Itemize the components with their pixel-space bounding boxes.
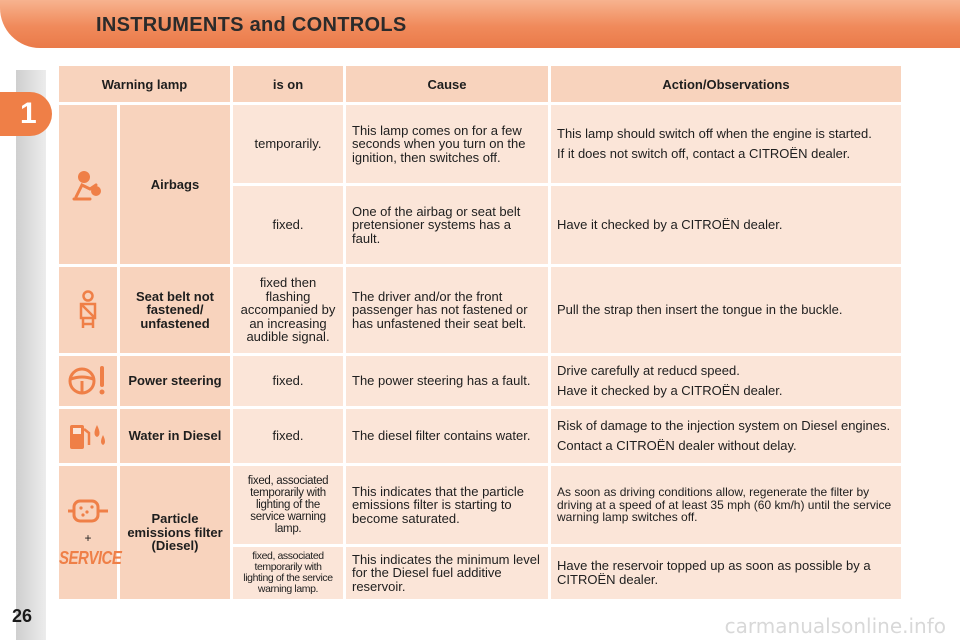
action-text: Contact a CITROËN dealer without delay. bbox=[557, 438, 797, 453]
particle-filter-icon bbox=[59, 498, 117, 524]
lamp-name: Particle emissions filter (Diesel) bbox=[120, 466, 230, 599]
action-text: Drive carefully at reducd speed. bbox=[557, 363, 740, 379]
table-row bbox=[59, 267, 901, 353]
side-bar bbox=[16, 70, 46, 640]
page-number: 26 bbox=[12, 606, 33, 626]
is-on-cell: fixed, associated temporarily with lighting of the service warning lamp. bbox=[233, 466, 343, 544]
lamp-name: Seat belt not fastened/ unfastened bbox=[120, 267, 230, 353]
airbag-icon bbox=[59, 167, 117, 203]
warning-lamps-table bbox=[56, 63, 904, 602]
action-cell bbox=[551, 409, 901, 463]
action-cell bbox=[551, 547, 901, 599]
is-on-cell: fixed. bbox=[233, 409, 343, 463]
cause-cell: The power steering has a fault. bbox=[346, 356, 548, 406]
action-cell bbox=[551, 186, 901, 264]
is-on-cell: fixed then flashing accompanied by an increasing audible signal. bbox=[233, 267, 343, 353]
power-steering-icon-cell bbox=[59, 356, 117, 406]
particle-filter-icon-cell bbox=[59, 466, 122, 599]
water-in-diesel-icon bbox=[59, 419, 117, 453]
chapter-number: 1 bbox=[20, 97, 37, 130]
cause-cell: One of the airbag or seat belt pretensioner systems has a fault. bbox=[346, 186, 548, 264]
water-in-diesel-icon-cell bbox=[59, 409, 117, 463]
action-cell bbox=[551, 105, 901, 183]
action-text: Pull the strap then insert the tongue in the buckle. bbox=[557, 302, 843, 318]
page-title: INSTRUMENTS and CONTROLS bbox=[96, 14, 407, 36]
lamp-name: Water in Diesel bbox=[120, 409, 230, 463]
header-is-on: is on bbox=[233, 66, 343, 102]
table-header-row bbox=[59, 66, 901, 102]
action-text: As soon as driving conditions allow, regenerate the filter by driving at a speed of at least 35 mph (60 km/h) until the service warning lamp switches off. bbox=[557, 485, 892, 525]
action-text: Have the reservoir topped up as soon as possible by a CITROËN dealer. bbox=[557, 558, 871, 587]
plus-sign: + bbox=[84, 531, 92, 546]
cause-cell: This indicates that the particle emissions filter is starting to become saturated. bbox=[346, 466, 548, 544]
action-text: Have it checked by a CITROËN dealer. bbox=[557, 217, 783, 233]
cause-cell: This lamp comes on for a few seconds when you turn on the ignition, then switches off. bbox=[346, 105, 548, 183]
cause-cell: The driver and/or the front passenger has not fastened or has unfastened their seat belt. bbox=[346, 267, 548, 353]
header-warning-lamp: Warning lamp bbox=[59, 66, 230, 102]
power-steering-icon bbox=[59, 365, 117, 397]
airbag-icon-cell bbox=[59, 105, 117, 264]
service-warning-label: SERVICE bbox=[59, 548, 122, 569]
action-text: Risk of damage to the injection system on Diesel engines. bbox=[557, 418, 891, 434]
table-row bbox=[59, 105, 901, 183]
action-text: This lamp should switch off when the engine is started. bbox=[557, 126, 872, 142]
is-on-cell: fixed. bbox=[233, 186, 343, 264]
lamp-name: Airbags bbox=[120, 105, 230, 264]
page-header bbox=[0, 0, 960, 48]
action-cell bbox=[551, 356, 901, 406]
is-on-cell: fixed. bbox=[233, 356, 343, 406]
table-row bbox=[59, 466, 901, 544]
action-text: If it does not switch off, contact a CITROËN dealer. bbox=[557, 146, 851, 161]
action-cell bbox=[551, 466, 901, 544]
seat-belt-icon bbox=[59, 290, 117, 330]
table-row bbox=[59, 409, 901, 463]
lamp-name: Power steering bbox=[120, 356, 230, 406]
cause-cell: This indicates the minimum level for the Diesel fuel additive reservoir. bbox=[346, 547, 548, 599]
table-row bbox=[59, 356, 901, 406]
header-cause: Cause bbox=[346, 66, 548, 102]
header-action: Action/Observations bbox=[551, 66, 901, 102]
watermark: carmanualsonline.info bbox=[724, 614, 946, 638]
is-on-cell: fixed, associated temporarily with lighting of the service warning lamp. bbox=[233, 547, 343, 599]
seat-belt-icon-cell bbox=[59, 267, 117, 353]
action-cell bbox=[551, 267, 901, 353]
cause-cell: The diesel filter contains water. bbox=[346, 409, 548, 463]
is-on-cell: temporarily. bbox=[233, 105, 343, 183]
action-text: Have it checked by a CITROËN dealer. bbox=[557, 383, 783, 398]
